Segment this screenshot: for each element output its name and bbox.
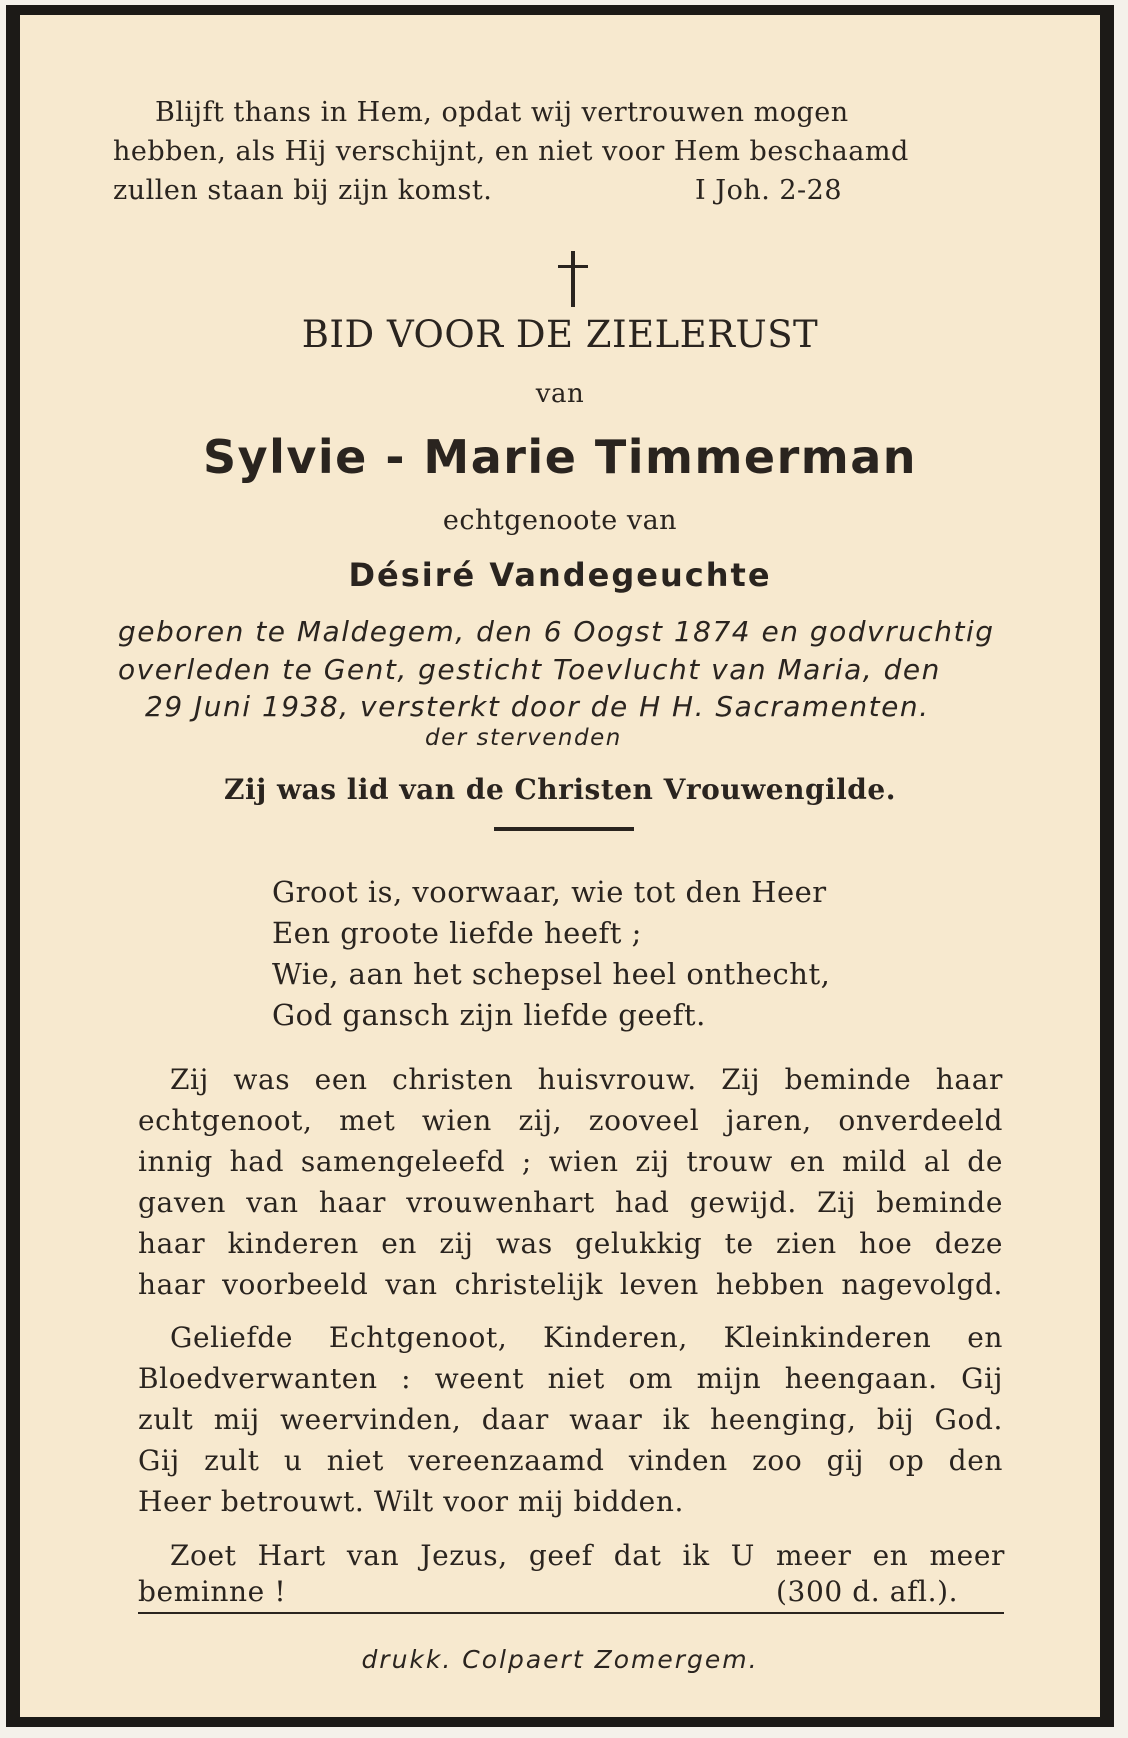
tribute-p1-line-4: gaven van haar vrouwenhart had gewijd. Zij beminde bbox=[138, 1186, 1003, 1219]
cross-icon bbox=[558, 251, 588, 307]
poem-line-2: Een groote liefde heeft ; bbox=[272, 916, 642, 950]
tribute-p1-line-5: haar kinderen en zij was gelukkig te zien hoe deze bbox=[138, 1227, 1003, 1260]
poem-line-1: Groot is, voorwaar, wie tot den Heer bbox=[272, 875, 827, 909]
poem-line-4: God gansch zijn liefde geeft. bbox=[272, 998, 706, 1032]
van-label: van bbox=[535, 379, 585, 409]
prayer-line: Zoet Hart van Jezus, geef dat ik U meer en meer bbox=[170, 1539, 1005, 1572]
motto-line-3: zullen staan bij zijn komst. bbox=[113, 175, 493, 206]
details-line-2: overleden te Gent, gesticht Toevlucht van Maria, den bbox=[118, 653, 941, 686]
motto-line-2: hebben, als Hij verschijnt, en niet voor Hem beschaamd bbox=[113, 136, 909, 167]
tribute-p1-line-1: Zij was een christen huisvrouw. Zij beminde haar bbox=[170, 1063, 1003, 1096]
tribute-p2-line-5: Heer betrouwt. Wilt voor mij bidden. bbox=[138, 1485, 684, 1518]
guild-membership: Zij was lid van de Christen Vrouwengilde. bbox=[224, 773, 896, 806]
tribute-p1-line-6: haar voorbeeld van christelijk leven hebben nagevolgd. bbox=[138, 1268, 1003, 1301]
tribute-p2-line-2: Bloedverwanten : weent niet om mijn heengaan. Gij bbox=[138, 1362, 1003, 1395]
tribute-p1-line-3: innig had samengeleefd ; wien zij trouw en mild al de bbox=[138, 1145, 1003, 1178]
tribute-p2-line-3: zult mij weervinden, daar waar ik heenging, bij God. bbox=[138, 1403, 1003, 1436]
details-line-1: geboren te Maldegem, den 6 Oogst 1874 en godvruchtig bbox=[118, 615, 995, 648]
relation-label: echtgenoote van bbox=[442, 505, 678, 536]
motto-reference: I Joh. 2-28 bbox=[695, 175, 843, 206]
card-border bbox=[6, 5, 1114, 1727]
prayer-end: beminne ! bbox=[138, 1575, 287, 1608]
details-line-3: 29 Juni 1938, versterkt door de H H. Sacramenten. bbox=[145, 690, 930, 723]
memorial-card bbox=[20, 15, 1100, 1717]
deceased-name: Sylvie - Marie Timmerman bbox=[202, 430, 918, 484]
short-divider bbox=[494, 827, 634, 831]
tribute-p1-line-2: echtgenoot, met wien zij, zooveel jaren, onverdeeld bbox=[138, 1104, 1003, 1137]
card-title: BID VOOR DE ZIELERUST bbox=[301, 313, 819, 356]
tribute-p2-line-4: Gij zult u niet vereenzaamd vinden zoo gij op den bbox=[138, 1444, 1003, 1477]
tribute-p2-line-1: Geliefde Echtgenoot, Kinderen, Kleinkinderen en bbox=[170, 1321, 1003, 1354]
motto-line-1: Blijft thans in Hem, opdat wij vertrouwen mogen bbox=[155, 97, 849, 128]
printer-credit: drukk. Colpaert Zomergem. bbox=[361, 1645, 759, 1674]
poem-line-3: Wie, aan het schepsel heel onthecht, bbox=[272, 957, 831, 991]
spouse-name: Désiré Vandegeuchte bbox=[348, 556, 772, 594]
indulgence-note: (300 d. afl.). bbox=[776, 1575, 959, 1608]
footer-divider bbox=[138, 1612, 1004, 1614]
details-line-4: der stervenden bbox=[425, 725, 622, 751]
